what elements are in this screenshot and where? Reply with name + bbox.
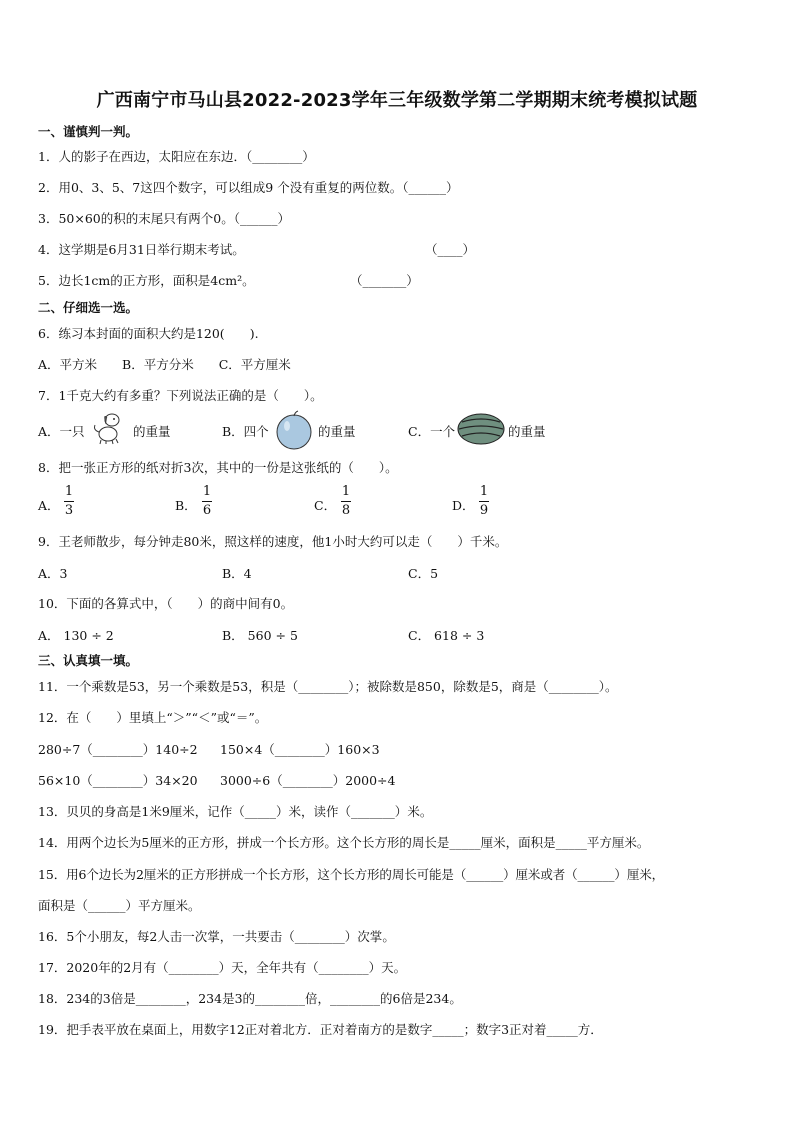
question-6: 6．练习本封面的面积大约是120( ). [38, 326, 259, 341]
question-12-item-2: 150×4（________）160×3 [220, 742, 380, 757]
question-12-item-3: 56×10（________）34×20 [38, 773, 198, 788]
fraction-numerator: 1 [341, 484, 351, 499]
fraction-one-ninth [479, 484, 489, 519]
question-5-blank: （_______） [350, 273, 419, 288]
question-7-option-c-prefix: C．一个 [408, 424, 456, 439]
question-12: 12．在（ ）里填上“＞”“＜”或“＝”。 [38, 710, 268, 725]
question-12-item-4: 3000÷6（________）2000÷4 [220, 773, 396, 788]
question-16: 16．5个小朋友，每2人击一次掌，一共要击（________）次掌。 [38, 929, 395, 944]
fraction-bar [64, 501, 74, 502]
question-10-option-a: A． 130 ÷ 2 [38, 628, 114, 643]
question-7: 7．1千克大约有多重？下列说法正确的是（ ）。 [38, 388, 323, 403]
question-6-options: A．平方米 B．平方分米 C．平方厘米 [38, 357, 291, 372]
question-14: 14．用两个边长为5厘米的正方形，拼成一个长方形。这个长方形的周长是_____厘米，面积是_____平方厘米。 [38, 835, 650, 850]
question-2: 2．用0、3、5、7这四个数字，可以组成9 个没有重复的两位数。（______） [38, 180, 459, 195]
apple-icon [274, 410, 314, 450]
question-7-option-a-suffix: 的重量 [133, 424, 171, 439]
question-17: 17．2020年的2月有（________）天，全年共有（________）天。 [38, 960, 407, 975]
fraction-denominator: 6 [202, 503, 212, 518]
question-1: 1．人的影子在西边，太阳应在东边．（________） [38, 149, 315, 164]
puppy-icon [90, 410, 128, 446]
question-9-option-b: B．4 [222, 566, 252, 581]
section-heading-1: 一、谨慎判一判。 [38, 124, 139, 139]
question-7-option-a-prefix: A．一只 [38, 424, 85, 439]
question-12-item-1: 280÷7（________）140÷2 [38, 742, 198, 757]
question-15-continued: 面积是（______）平方厘米。 [38, 898, 201, 913]
question-7-option-b-suffix: 的重量 [318, 424, 356, 439]
question-8-option-c-label: C． [314, 498, 337, 513]
question-10-option-c: C． 618 ÷ 3 [408, 628, 485, 643]
question-8: 8．把一张正方形的纸对折3次，其中的一份是这张纸的（ ）。 [38, 460, 398, 475]
fraction-denominator: 3 [64, 503, 74, 518]
fraction-bar [202, 501, 212, 502]
fraction-one-eighth [341, 484, 351, 519]
question-7-option-b-prefix: B．四个 [222, 424, 269, 439]
fraction-numerator: 1 [64, 484, 74, 499]
question-8-option-d-label: D． [452, 498, 475, 513]
question-4: 4．这学期是6月31日举行期末考试。 [38, 242, 245, 257]
question-9-option-a: A．3 [38, 566, 68, 581]
section-heading-2: 二、仔细选一选。 [38, 300, 139, 315]
question-13: 13．贝贝的身高是1米9厘米，记作（_____）米，读作（_______）米。 [38, 804, 433, 819]
question-3: 3．50×60的积的末尾只有两个0。（______） [38, 211, 290, 226]
watermelon-icon [456, 412, 506, 446]
question-10-option-b: B． 560 ÷ 5 [222, 628, 298, 643]
question-15: 15．用6个边长为2厘米的正方形拼成一个长方形，这个长方形的周长可能是（______）厘米或者（______）厘米， [38, 867, 665, 882]
fraction-bar [341, 501, 351, 502]
question-19: 19．把手表平放在桌面上，用数字12正对着北方．正对着南方的是数字_____；数字3正对着_____方． [38, 1022, 603, 1037]
question-8-option-b-label: B． [175, 498, 197, 513]
fraction-numerator: 1 [202, 484, 212, 499]
question-8-option-a-label: A． [38, 498, 60, 513]
question-7-option-c-suffix: 的重量 [508, 424, 546, 439]
fraction-denominator: 8 [341, 503, 351, 518]
question-5: 5．边长1cm的正方形，面积是4cm²。 [38, 273, 255, 288]
fraction-denominator: 9 [479, 503, 489, 518]
question-9: 9．王老师散步，每分钟走80米，照这样的速度，他1小时大约可以走（ ）千米。 [38, 534, 508, 549]
question-9-option-c: C．5 [408, 566, 439, 581]
fraction-one-sixth [202, 484, 212, 519]
section-heading-3: 三、认真填一填。 [38, 653, 139, 668]
question-4-blank: （____） [425, 242, 476, 257]
question-18: 18．234的3倍是________，234是3的________倍，________的6倍是234。 [38, 991, 462, 1006]
question-11: 11．一个乘数是53，另一个乘数是53，积是（________）；被除数是850，除数是5，商是（________）。 [38, 679, 618, 694]
question-10: 10．下面的各算式中，（ ）的商中间有0。 [38, 596, 294, 611]
fraction-bar [479, 501, 489, 502]
fraction-one-third [64, 484, 74, 519]
page-title: 广西南宁市马山县2022-2023学年三年级数学第二学期期末统考模拟试题 [96, 90, 698, 111]
fraction-numerator: 1 [479, 484, 489, 499]
